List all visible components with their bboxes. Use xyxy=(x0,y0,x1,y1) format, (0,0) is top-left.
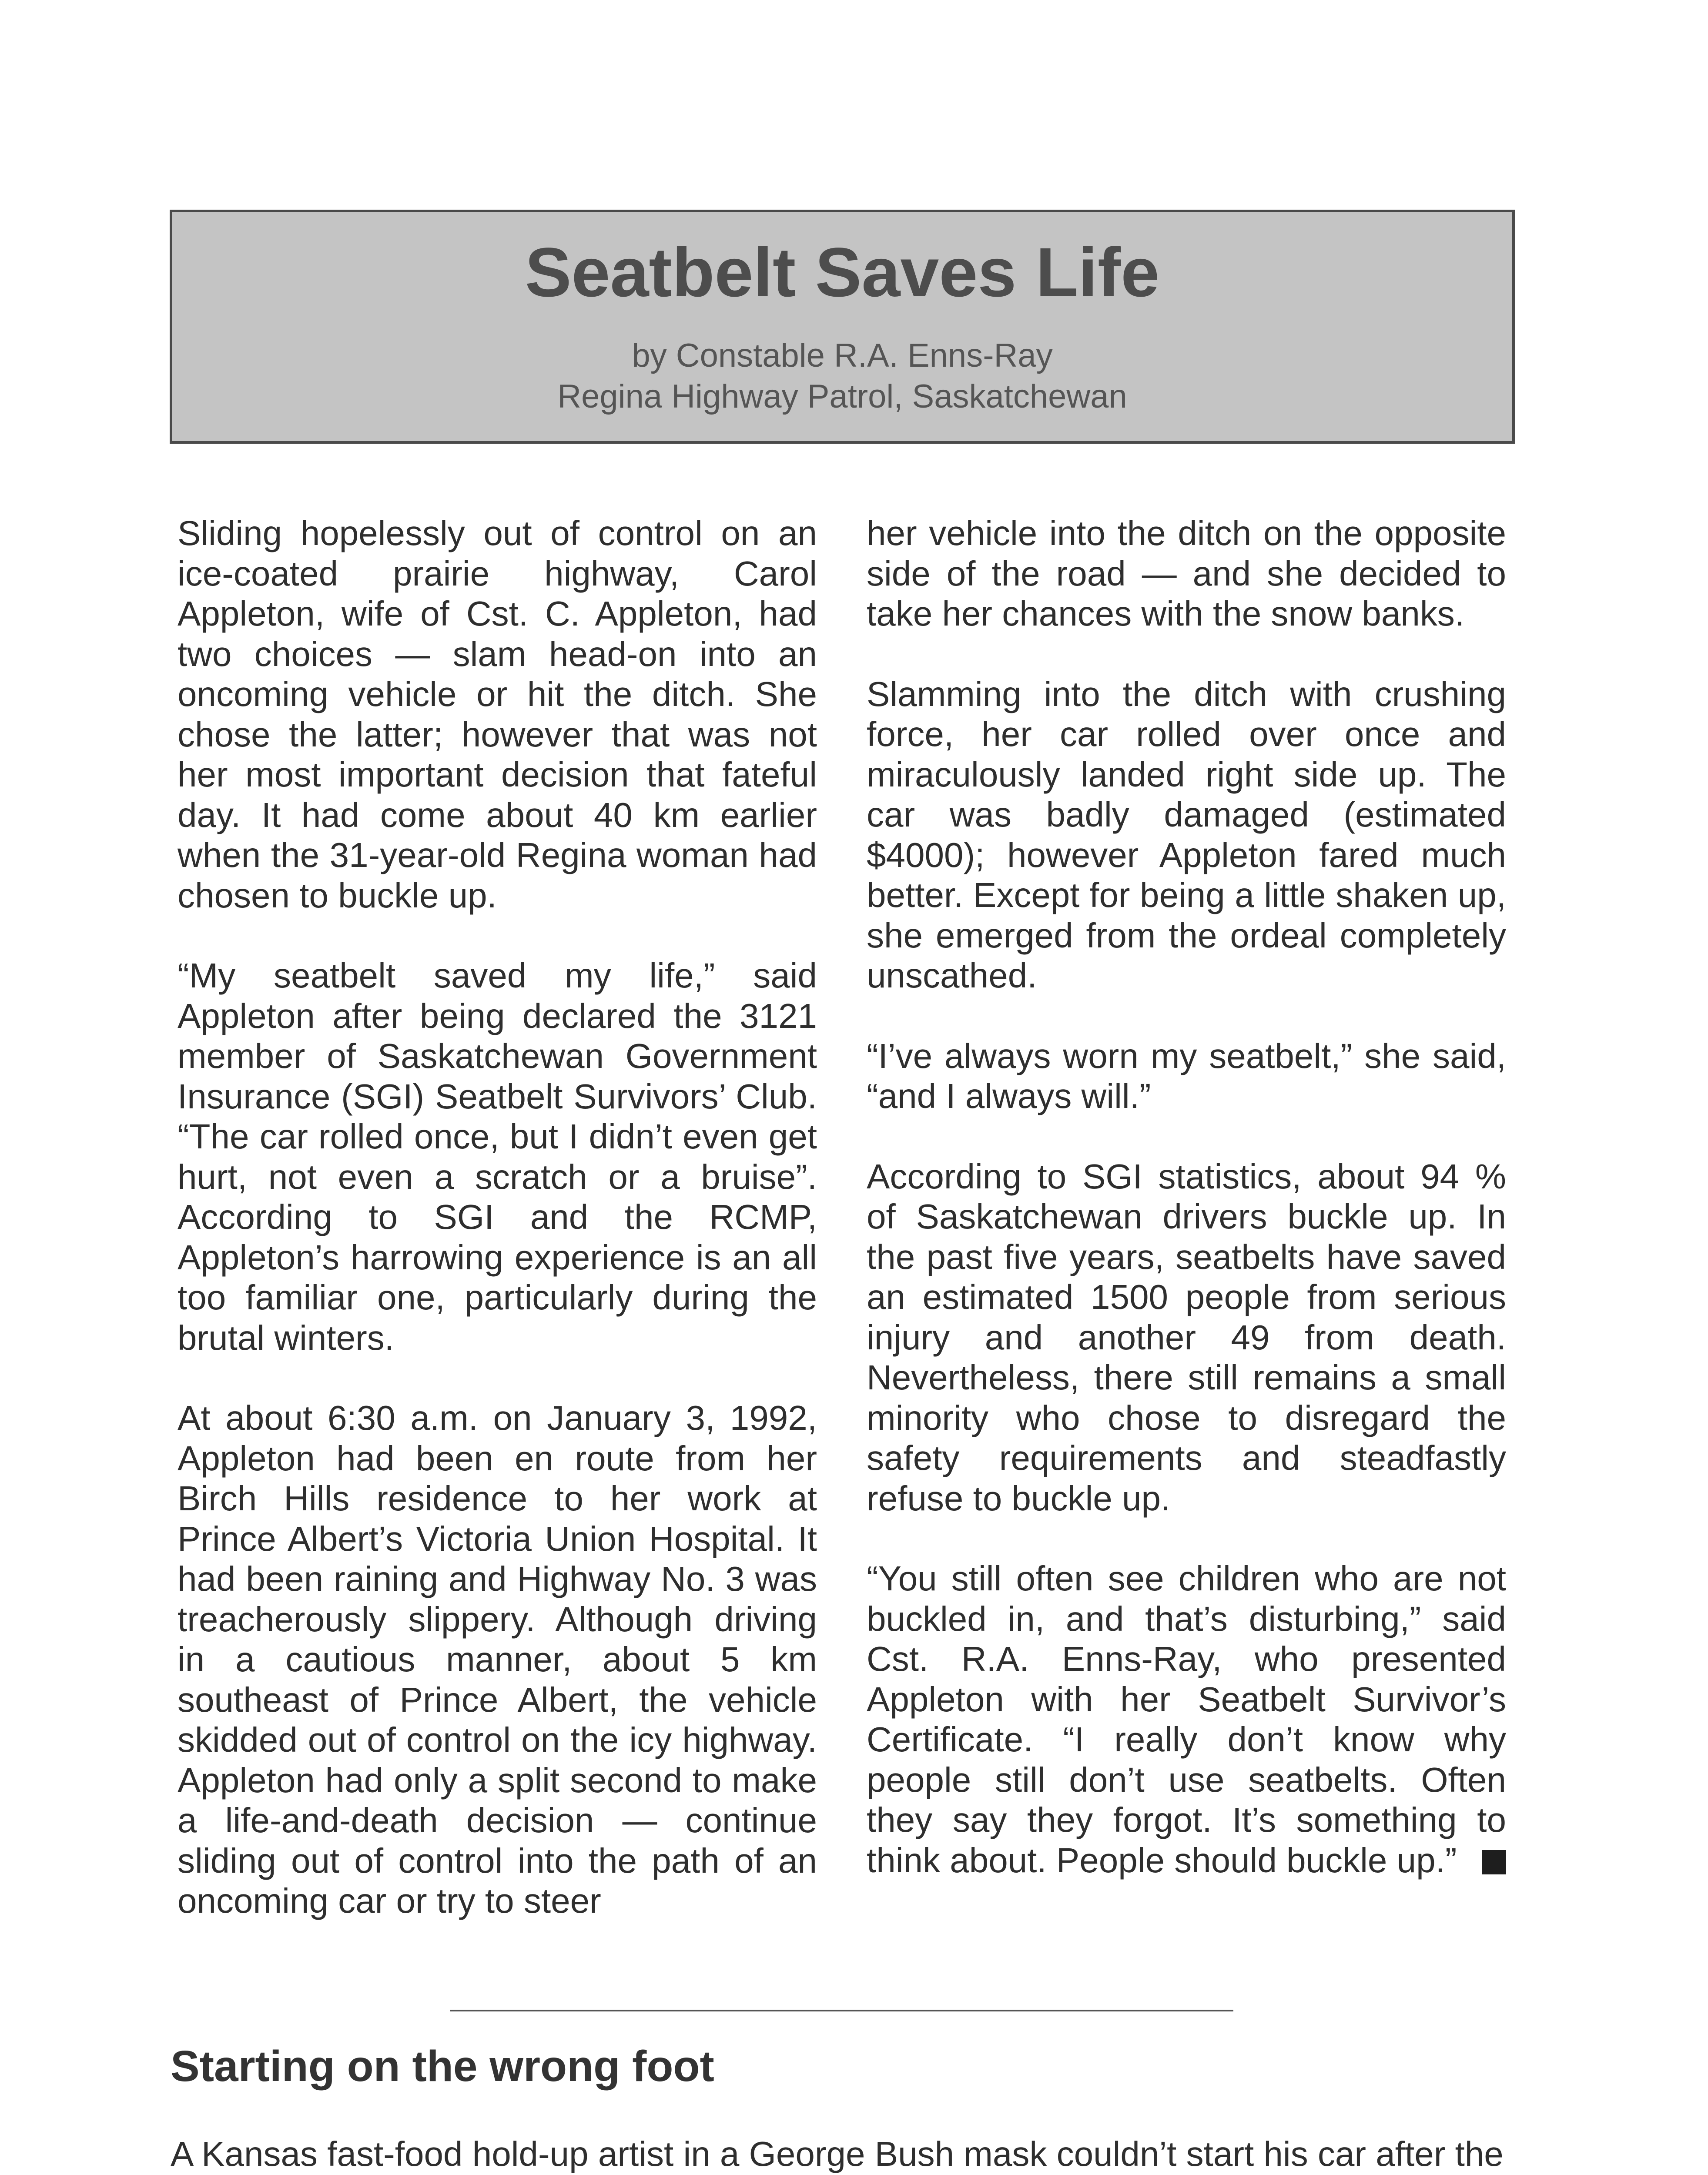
paragraph-text: “You still often see children who are not buckled in, and that’s disturbing,” said Cst. R.A. Enns-Ray, who presented Appleton with her Seatbelt Survivor’s Certificate. “I really don’t know why people still don’t use seatbelts. Often they say they forgot. It’s something to think about. People should buckle up.” xyxy=(867,1559,1506,1880)
section-divider xyxy=(450,2010,1233,2011)
sidebar-text: A Kansas fast-food hold-up artist in a George Bush mask couldn’t start his car after the xyxy=(171,2135,1504,2173)
byline-affiliation: Regina Highway Patrol, Saskatchewan xyxy=(557,378,1127,415)
title-box xyxy=(170,210,1515,444)
paragraph: Slamming into the ditch with crushing force, her car rolled over once and miraculously landed right side up. The car was badly damaged (estimated $4000); however Appleton fared much better. Except for being a little shaken up, she emerged from the ordeal completely unscathed. xyxy=(867,674,1506,995)
paragraph: “I’ve always worn my seatbelt,” she said, “and I always will.” xyxy=(867,1036,1506,1115)
paragraph: According to SGI statistics, about 94 % of Saskatchewan drivers buckle up. In the past five years, seatbelts have saved an estimated 1500 people from serious injury and another 49 from death. Nevertheless, there still remains a small minority who chose to disregard the safety requirements and steadfastly refuse to buckle up. xyxy=(867,1157,1506,1518)
byline-author: by Constable R.A. Enns-Ray xyxy=(632,337,1053,374)
paragraph: At about 6:30 a.m. on January 3, 1992, Appleton had been en route from her Birch Hills residence to her work at Prince Albert’s Victoria Union Hospital. It had been raining and Highway No. 3 was treacherously slippery. Although driving in a cautious manner, about 5 km southeast of Prince Albert, the vehicle skidded out of control on the icy highway. Appleton had only a split second to make a life-and-death decision — continue sliding out of control into the path of an oncoming car or try to steer xyxy=(177,1399,817,1920)
article-column-right xyxy=(867,513,1506,1921)
paragraph: Sliding hopelessly out of control on an ice-coated prairie highway, Carol Appleton, wife of Cst. C. Appleton, had two choices — slam head-on into an oncoming vehicle or hit the ditch. She chose the latter; however that was not her most important decision that fateful day. It had come about 40 km earlier when the 31-year-old Regina woman had chosen to buckle up. xyxy=(177,514,817,915)
paragraph-last xyxy=(867,1559,1506,1881)
end-of-article-square-icon xyxy=(1482,1850,1506,1874)
article-title: Seatbelt Saves Life xyxy=(525,233,1160,311)
paragraph: “My seatbelt saved my life,” said Appleton after being declared the 3121 member of Saskatchewan Government Insurance (SGI) Seatbelt Survivors’ Club. “The car rolled once, but I didn’t even get hurt, not even a scratch or a bruise”. According to SGI and the RCMP, Appleton’s harrowing experience is an all too familiar one, particularly during the brutal winters. xyxy=(177,956,817,1357)
sidebar-heading: Starting on the wrong foot xyxy=(171,2042,714,2091)
article-column-left xyxy=(177,513,817,1961)
paragraph: her vehicle into the ditch on the opposite side of the road — and she decided to take her chances with the snow banks. xyxy=(867,514,1506,633)
